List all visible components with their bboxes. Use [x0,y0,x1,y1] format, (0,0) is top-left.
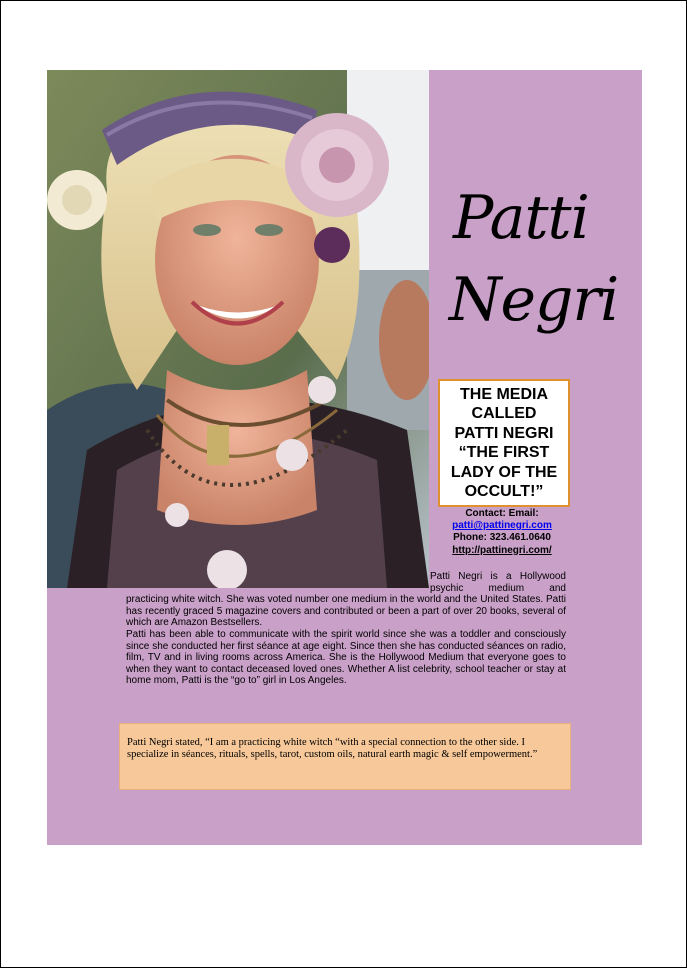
contact-block [431,508,573,557]
signature-first-name: Patti [453,183,589,253]
photo-wrap-spacer [126,571,430,592]
media-callout-box [438,379,570,507]
callout-line: “THE FIRST [458,444,550,462]
biography-text [126,571,566,687]
email-link[interactable]: patti@pattinegri.com [452,520,552,532]
bio-paragraph: Patti Negri is a Hollywood psychic medium and practicing white witch. She was voted number one medium in the world and the United States. Patti has recently graced 5 magazine covers and contributed or been a part of over 20 books, several of which are Amazon Bestsellers. [126,571,566,629]
signature-last-name: Negri [449,265,619,335]
portrait-photo [47,70,429,588]
bio-paragraph: Patti has been able to communicate with the spirit world since she was a toddler and consciously since she conducted her first séance at age eight. Since then she has conducted séances on radio, film, TV and in living rooms across America. She is the Hollywood Medium that everyone goes to when they want to contact deceased loved ones. Whether A list celebrity, school teacher or stay at home mom, Patti is the “go to” girl in Los Angeles. [126,628,566,687]
callout-line: THE MEDIA [460,386,548,403]
name-signature [433,183,633,373]
quote-box [119,723,571,790]
phone-number: Phone: 323.461.0640 [453,532,551,544]
callout-line: CALLED [471,405,537,423]
website-link[interactable]: http://pattinegri.com/ [452,544,552,556]
callout-line: PATTI NEGRI [454,424,554,442]
quote-text: Patti Negri stated, “I am a practicing white witch “with a special connection to the other side. I specialize in séances, rituals, spells, tarot, custom oils, natural earth magic & self empowerment.” [127,737,538,760]
callout-line: OCCULT!” [464,483,544,501]
contact-label: Contact: Email: [465,508,539,519]
callout-line: LADY OF THE [450,463,558,481]
